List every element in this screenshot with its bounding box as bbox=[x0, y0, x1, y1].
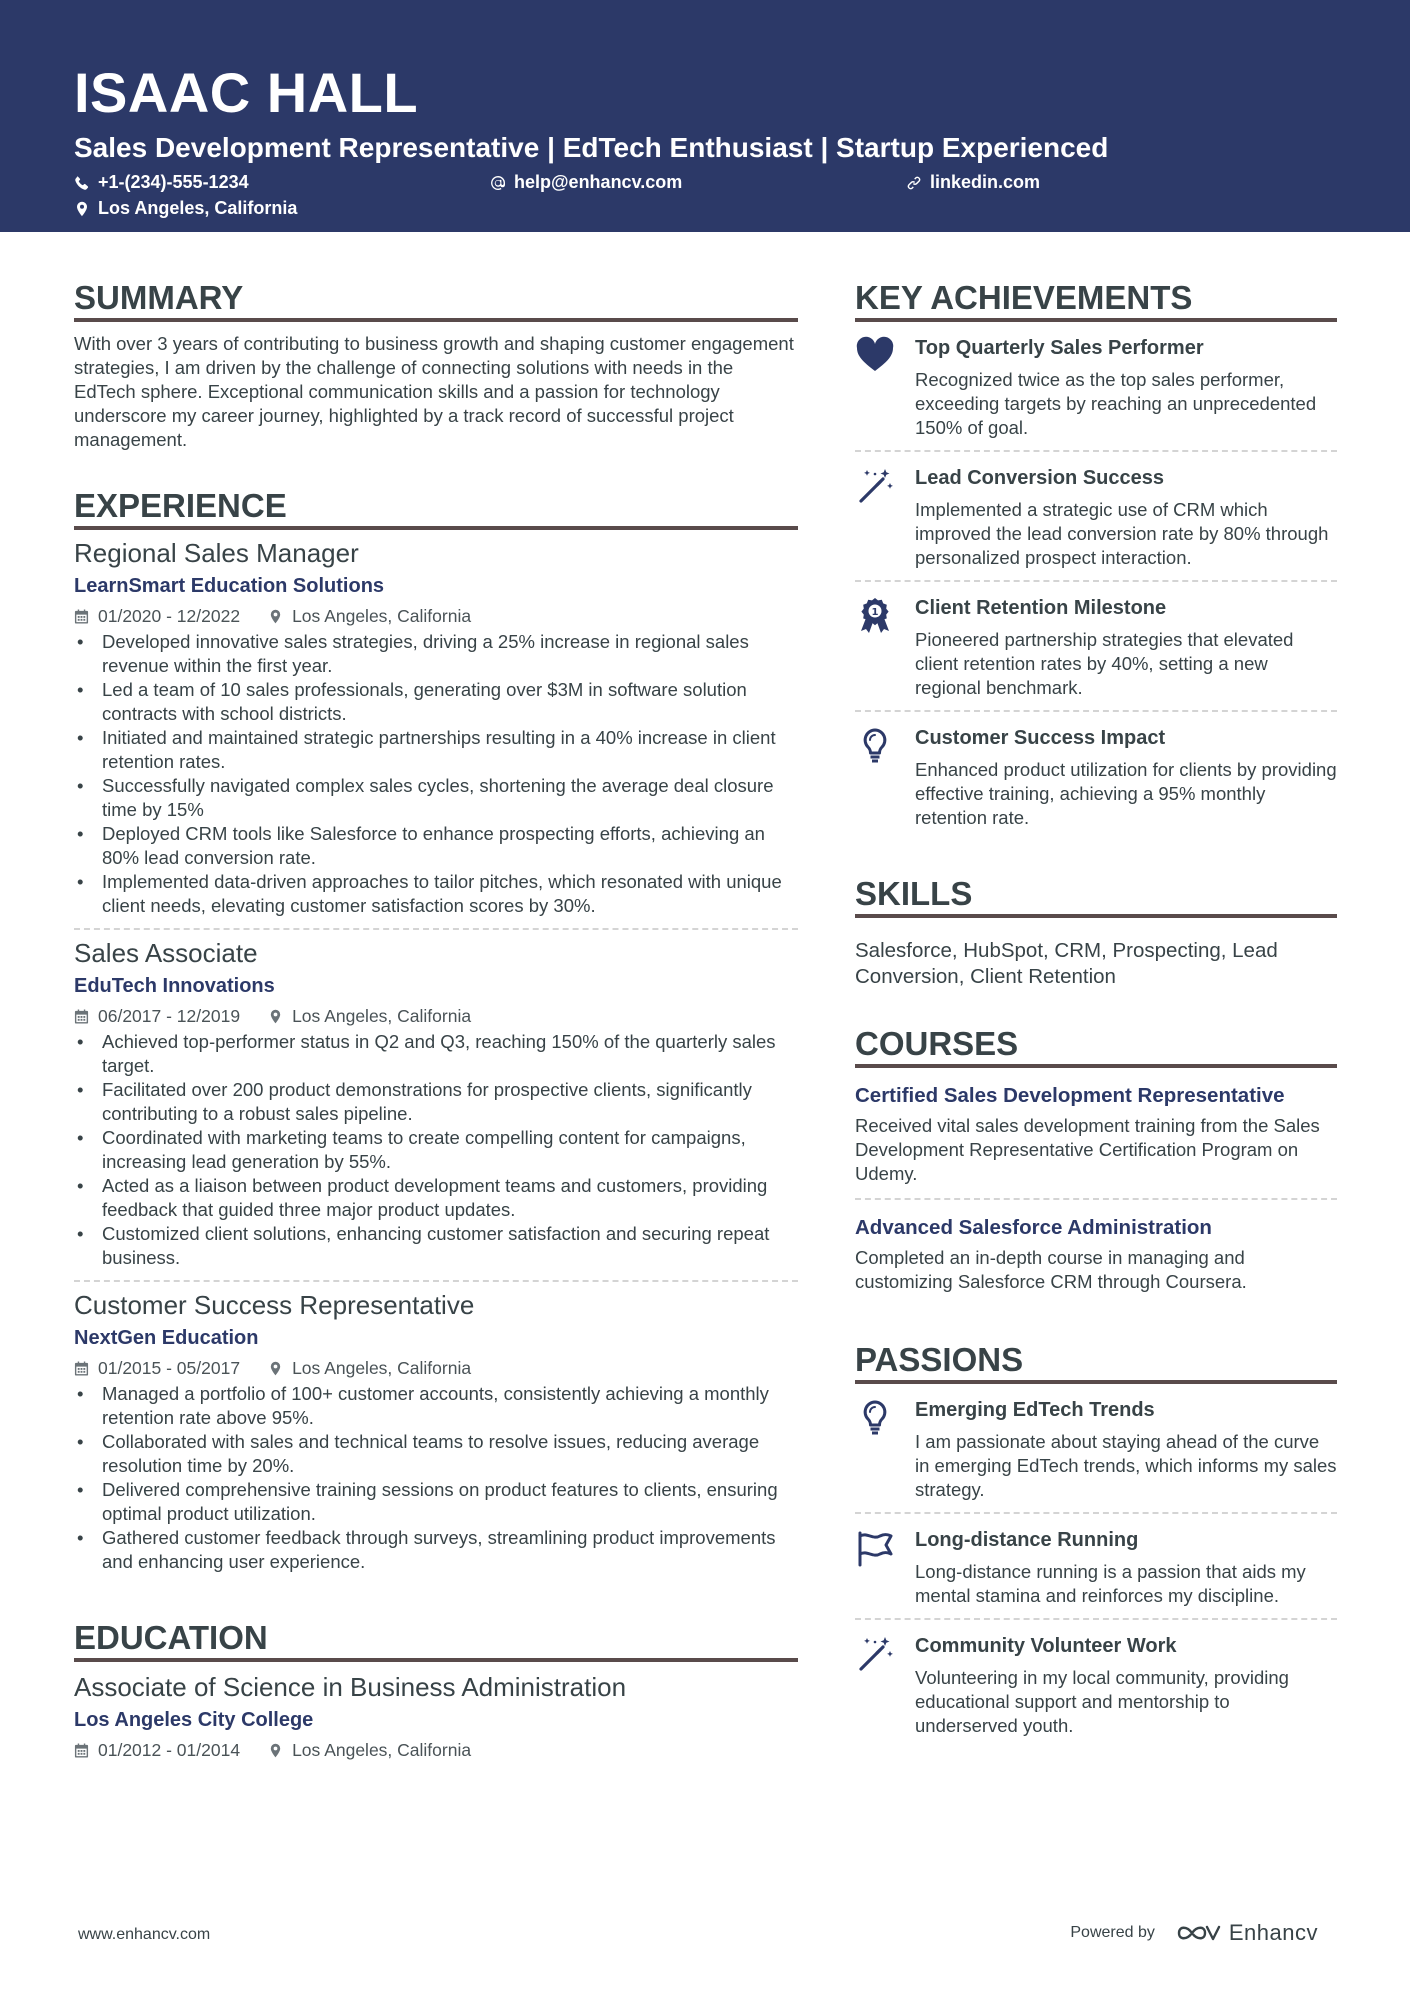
course-title: Certified Sales Development Representative bbox=[855, 1084, 1285, 1107]
achievement-desc: Enhanced product utilization for clients by providing effective training, achieving a 95% monthly retention rate. bbox=[915, 759, 1337, 828]
svg-text:1: 1 bbox=[871, 607, 879, 618]
job-location bbox=[268, 1004, 471, 1028]
job-bullet: • Initiated and maintained strategic partnerships resulting in a 40% increase in client retention rates. bbox=[74, 726, 798, 774]
summary-section bbox=[74, 278, 798, 452]
job-bullet: • Led a team of 10 sales professionals, generating over $3M in software solution contracts with school districts. bbox=[74, 678, 798, 726]
courses-section bbox=[855, 1024, 1337, 1306]
degree-title: Associate of Science in Business Administration bbox=[74, 1672, 627, 1702]
linkedin-text: linkedin.com bbox=[930, 172, 1041, 192]
achievement-item bbox=[855, 322, 1337, 452]
passion-desc: Volunteering in my local community, providing educational support and mentorship to underserved youth. bbox=[915, 1667, 1289, 1736]
magic-wand-icon bbox=[855, 466, 895, 506]
achievement-item bbox=[855, 582, 1337, 712]
education-dates: 01/2012 - 01/2014 bbox=[98, 1740, 241, 1760]
summary-text: With over 3 years of contributing to business growth and shaping customer engagement strategies, I am driven by the challenge of connecting solutions with needs in the EdTech sphere. Exceptional communication skills and a passion for technology underscore my career journey, highlighted by a track record of successful project management. bbox=[74, 333, 794, 450]
lightbulb-icon bbox=[855, 1398, 895, 1438]
skills-section bbox=[855, 874, 1337, 990]
course-desc: Received vital sales development training from the Sales Development Representative Certification Program on Udemy. bbox=[855, 1115, 1320, 1184]
contact-phone[interactable] bbox=[74, 172, 249, 193]
job-bullet: • Developed innovative sales strategies, driving a 25% increase in regional sales revenue within the first year. bbox=[74, 630, 798, 678]
flag-icon bbox=[855, 1528, 895, 1568]
phone-text: +1-(234)-555-1234 bbox=[98, 172, 249, 192]
achievement-title: Customer Success Impact bbox=[915, 727, 1166, 749]
job-bullet: • Facilitated over 200 product demonstrations for prospective clients, significantly contributing to a robust sales pipeline. bbox=[74, 1078, 798, 1126]
job-bullet: • Deployed CRM tools like Salesforce to enhance prospecting efforts, achieving an 80% lead conversion rate. bbox=[74, 822, 798, 870]
job-dates: 01/2020 - 12/2022 bbox=[98, 606, 241, 626]
contact-info bbox=[74, 172, 1336, 224]
skills-title: SKILLS bbox=[855, 874, 1337, 918]
page-footer bbox=[78, 1918, 1338, 1958]
job-title: Customer Success Representative bbox=[74, 1290, 475, 1320]
job-bullets bbox=[74, 1030, 798, 1270]
passion-title: Community Volunteer Work bbox=[915, 1635, 1177, 1657]
calendar-icon bbox=[74, 1009, 89, 1024]
footer-branding bbox=[1070, 1920, 1318, 1946]
achievement-title: Top Quarterly Sales Performer bbox=[915, 337, 1204, 359]
job-title: Regional Sales Manager bbox=[74, 538, 359, 568]
brand-logo[interactable] bbox=[1173, 1920, 1318, 1946]
job-bullet: • Coordinated with marketing teams to create compelling content for campaigns, increasing lead generation by 55%. bbox=[74, 1126, 798, 1174]
calendar-icon bbox=[74, 1361, 89, 1376]
achievement-desc: Recognized twice as the top sales performer, exceeding targets by reaching an unprecedented 150% of goal. bbox=[915, 369, 1317, 438]
contact-location bbox=[74, 198, 297, 219]
footer-website[interactable]: www.enhancv.com bbox=[78, 1926, 211, 1943]
job-bullet: • Acted as a liaison between product development teams and customers, providing feedback that guided three major product updates. bbox=[74, 1174, 798, 1222]
achievement-item bbox=[855, 712, 1337, 840]
passion-desc: I am passionate about staying ahead of the curve in emerging EdTech trends, which informs my sales strategy. bbox=[915, 1431, 1337, 1500]
magic-wand-icon bbox=[855, 1634, 895, 1674]
skills-text: Salesforce, HubSpot, CRM, Prospecting, Lead Conversion, Client Retention bbox=[855, 939, 1278, 988]
passions-section bbox=[855, 1340, 1337, 1748]
lightbulb-icon bbox=[855, 726, 895, 766]
location-text: Los Angeles, California bbox=[98, 198, 298, 218]
job-bullet: • Delivered comprehensive training sessions on product features to clients, ensuring optimal product utilization. bbox=[74, 1478, 798, 1526]
job-bullet: • Gathered customer feedback through surveys, streamlining product improvements and enhancing user experience. bbox=[74, 1526, 798, 1574]
passion-title: Emerging EdTech Trends bbox=[915, 1399, 1155, 1421]
job-bullets bbox=[74, 630, 798, 918]
heart-icon bbox=[855, 336, 895, 376]
at-sign-icon bbox=[490, 175, 506, 191]
calendar-icon bbox=[74, 1743, 89, 1758]
calendar-icon bbox=[74, 609, 89, 624]
location-pin-icon bbox=[268, 609, 283, 624]
location-pin-icon bbox=[268, 1743, 283, 1758]
company-name: NextGen Education bbox=[74, 1327, 259, 1349]
achievements-title: KEY ACHIEVEMENTS bbox=[855, 278, 1337, 322]
school-name: Los Angeles City College bbox=[74, 1709, 314, 1731]
job-meta bbox=[74, 604, 798, 628]
job-location-text: Los Angeles, California bbox=[292, 1006, 472, 1026]
job-bullets bbox=[74, 1382, 798, 1574]
education-meta bbox=[74, 1738, 798, 1762]
email-text: help@enhancv.com bbox=[514, 172, 683, 192]
job-dates: 06/2017 - 12/2019 bbox=[98, 1006, 241, 1026]
job-bullet: • Achieved top-performer status in Q2 and Q3, reaching 150% of the quarterly sales target. bbox=[74, 1030, 798, 1078]
powered-by-text: Powered by bbox=[1070, 1924, 1155, 1941]
job-meta bbox=[74, 1356, 798, 1380]
company-name: LearnSmart Education Solutions bbox=[74, 575, 385, 597]
right-column bbox=[855, 278, 1337, 1782]
experience-section bbox=[74, 486, 798, 1584]
experience-item bbox=[74, 1282, 798, 1584]
job-bullet: • Customized client solutions, enhancing customer satisfaction and securing repeat business. bbox=[74, 1222, 798, 1270]
education-location bbox=[268, 1738, 471, 1762]
phone-icon bbox=[74, 175, 90, 191]
experience-item bbox=[74, 930, 798, 1282]
job-location bbox=[268, 1356, 471, 1380]
achievement-title: Lead Conversion Success bbox=[915, 467, 1164, 489]
passion-item bbox=[855, 1620, 1337, 1748]
left-column bbox=[74, 278, 798, 1796]
course-item bbox=[855, 1200, 1337, 1306]
job-location-text: Los Angeles, California bbox=[292, 606, 472, 626]
passion-item bbox=[855, 1384, 1337, 1514]
job-bullet: • Implemented data-driven approaches to tailor pitches, which resonated with unique client needs, elevating customer satisfaction scores by 30%. bbox=[74, 870, 798, 918]
job-location bbox=[268, 604, 471, 628]
course-title: Advanced Salesforce Administration bbox=[855, 1216, 1212, 1239]
course-desc: Completed an in-depth course in managing and customizing Salesforce CRM through Coursera. bbox=[855, 1247, 1247, 1292]
achievement-desc: Implemented a strategic use of CRM which improved the lead conversion rate by 80% through personalized prospect interaction. bbox=[915, 499, 1329, 568]
job-bullet: • Successfully navigated complex sales cycles, shortening the average deal closure time by 15% bbox=[74, 774, 798, 822]
link-icon bbox=[906, 175, 922, 191]
resume-header bbox=[0, 0, 1410, 232]
job-meta bbox=[74, 1004, 798, 1028]
brand-name: Enhancv bbox=[1228, 1920, 1318, 1945]
enhancv-logo-icon bbox=[1173, 1921, 1221, 1945]
job-title: Sales Associate bbox=[74, 938, 258, 968]
passion-desc: Long-distance running is a passion that aids my mental stamina and reinforces my discipline. bbox=[915, 1561, 1306, 1606]
courses-title: COURSES bbox=[855, 1024, 1337, 1068]
passion-title: Long-distance Running bbox=[915, 1529, 1139, 1551]
job-bullet: • Collaborated with sales and technical teams to resolve issues, reducing average resolution time by 20%. bbox=[74, 1430, 798, 1478]
candidate-headline: Sales Development Representative | EdTech Enthusiast | Startup Experienced bbox=[74, 132, 1109, 163]
experience-item bbox=[74, 530, 798, 930]
location-pin-icon bbox=[268, 1361, 283, 1376]
location-pin-icon bbox=[74, 201, 90, 217]
achievement-title: Client Retention Milestone bbox=[915, 597, 1167, 619]
contact-linkedin[interactable] bbox=[906, 172, 1040, 193]
job-location-text: Los Angeles, California bbox=[292, 1358, 472, 1378]
education-section bbox=[74, 1618, 798, 1762]
education-title: EDUCATION bbox=[74, 1618, 798, 1662]
award-ribbon-icon bbox=[855, 596, 895, 636]
company-name: EduTech Innovations bbox=[74, 975, 275, 997]
course-item bbox=[855, 1068, 1337, 1200]
location-pin-icon bbox=[268, 1009, 283, 1024]
passions-title: PASSIONS bbox=[855, 1340, 1337, 1384]
summary-title: SUMMARY bbox=[74, 278, 798, 322]
achievement-item bbox=[855, 452, 1337, 582]
candidate-name: ISAAC HALL bbox=[74, 61, 419, 124]
achievement-desc: Pioneered partnership strategies that elevated client retention rates by 40%, setting a new regional benchmark. bbox=[915, 629, 1294, 698]
education-location-text: Los Angeles, California bbox=[292, 1740, 472, 1760]
experience-title: EXPERIENCE bbox=[74, 486, 798, 530]
contact-email[interactable] bbox=[490, 172, 682, 193]
job-bullet: • Managed a portfolio of 100+ customer accounts, consistently achieving a monthly retention rate above 95%. bbox=[74, 1382, 798, 1430]
job-dates: 01/2015 - 05/2017 bbox=[98, 1358, 241, 1378]
achievements-section bbox=[855, 278, 1337, 840]
passion-item bbox=[855, 1514, 1337, 1620]
